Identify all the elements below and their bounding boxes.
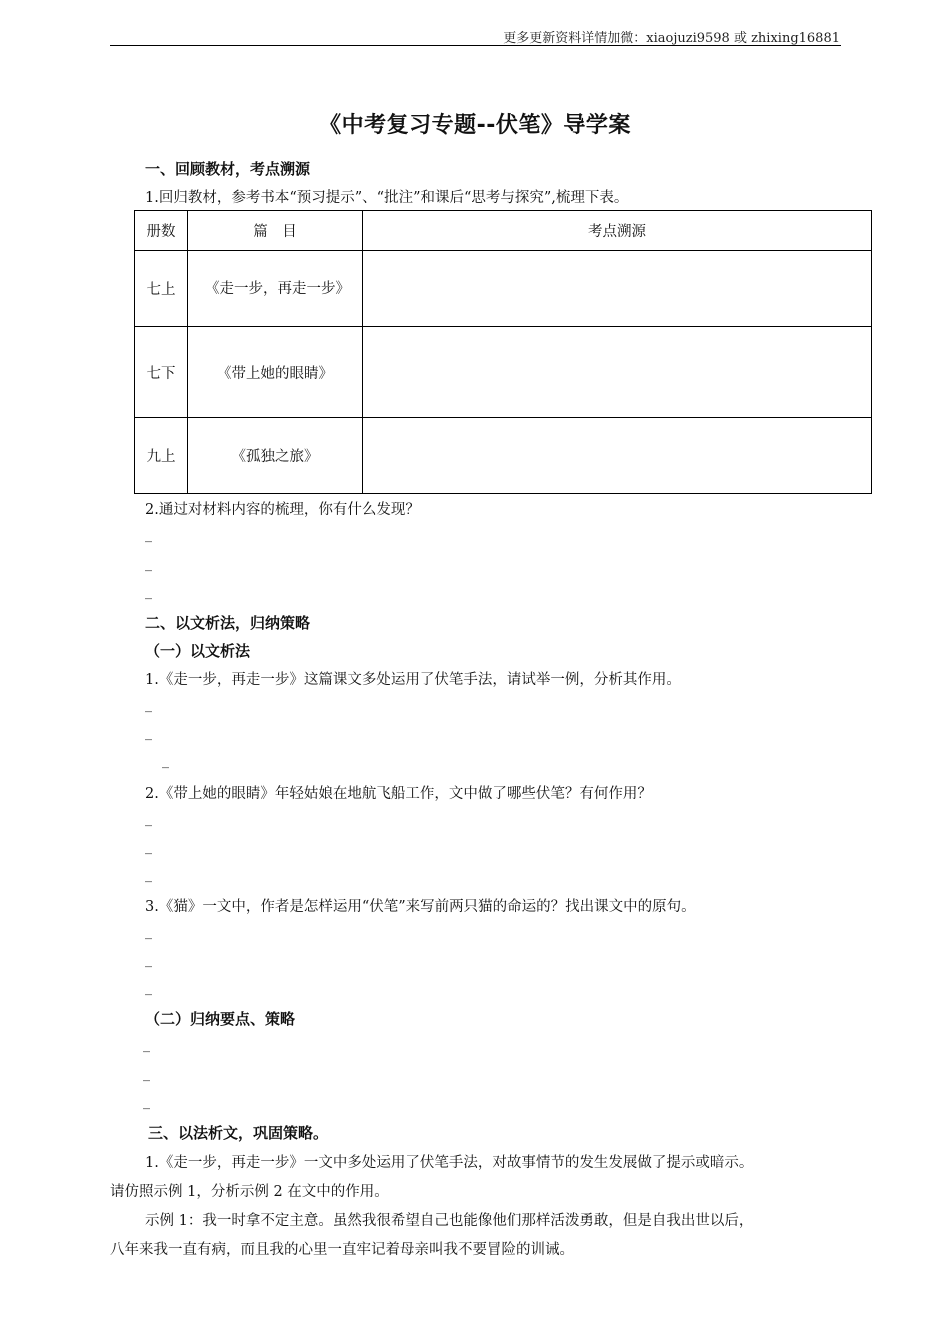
answer-blank[interactable]: _: [145, 584, 152, 600]
header-note: 更多更新资料详情加微：xiaojuzi9598 或 zhixing16881: [503, 31, 840, 46]
section3-paragraph-1-line-1: 1.《走一步，再走一步》一文中多处运用了伏笔手法，对故事情节的发生发展做了提示或暗示。: [145, 1155, 754, 1171]
answer-blank[interactable]: _: [162, 753, 169, 769]
answer-blank[interactable]: _: [145, 811, 152, 827]
answer-blank[interactable]: _: [145, 839, 152, 855]
section3-paragraph-1-line-2: 请仿照示例 1，分析示例 2 在文中的作用。: [110, 1184, 389, 1200]
section2-question-2: 2.《带上她的眼睛》年轻姑娘在地航飞船工作，文中做了哪些伏笔？有何作用？: [145, 786, 652, 802]
table-row: [135, 251, 872, 327]
answer-blank[interactable]: _: [143, 1094, 150, 1110]
answer-blank[interactable]: _: [145, 867, 152, 883]
section2-subheading-1: （一）以文析法: [145, 642, 251, 660]
answer-blank[interactable]: _: [145, 980, 152, 996]
section3-paragraph-2-line-1: 示例 1：我一时拿不定主意。虽然我很希望自己也能像他们那样活泼勇敢，但是自我出世以后，: [145, 1213, 754, 1229]
answer-blank[interactable]: _: [145, 697, 152, 713]
lesson-title-cell: 《孤独之旅》: [188, 418, 363, 494]
grade-cell: 七下: [135, 327, 188, 418]
table-header-row: [135, 211, 872, 251]
section2-question-1: 1.《走一步，再走一步》这篇课文多处运用了伏笔手法，请试举一例，分析其作用。: [145, 672, 681, 688]
answer-cell[interactable]: [363, 327, 872, 418]
section2-subheading-2: （二）归纳要点、策略: [145, 1010, 296, 1028]
section3-paragraph-2-line-2: 八年来我一直有病，而且我的心里一直牢记着母亲叫我不要冒险的训诫。: [110, 1242, 574, 1258]
answer-blank[interactable]: _: [143, 1066, 150, 1082]
section2-question-3: 3.《猫》一文中，作者是怎样运用“伏笔”来写前两只猫的命运的？找出课文中的原句。: [145, 899, 696, 915]
answer-blank[interactable]: _: [145, 924, 152, 940]
section1-question-1: 1.回归教材，参考书本“预习提示”、“批注”和课后“思考与探究”,梳理下表。: [145, 190, 629, 206]
answer-blank[interactable]: _: [145, 952, 152, 968]
table-header-cell: 考点溯源: [363, 211, 872, 251]
section3-heading: 三、以法析文，巩固策略。: [148, 1124, 329, 1142]
table-row: [135, 327, 872, 418]
answer-blank[interactable]: _: [145, 527, 152, 543]
table-header-cell: 篇 目: [188, 211, 363, 251]
review-table: [134, 210, 872, 494]
answer-blank[interactable]: _: [145, 556, 152, 572]
grade-cell: 七上: [135, 251, 188, 327]
answer-blank[interactable]: _: [145, 725, 152, 741]
answer-blank[interactable]: _: [143, 1037, 150, 1053]
page-title: 《中考复习专题--伏笔》导学案: [319, 113, 631, 138]
section2-heading: 二、以文析法，归纳策略: [145, 614, 311, 632]
lesson-title-text: 《走一步，再走一步》: [205, 280, 350, 297]
section1-question-2: 2.通过对材料内容的梳理，你有什么发现？: [145, 502, 420, 518]
answer-cell[interactable]: [363, 418, 872, 494]
answer-cell[interactable]: [363, 251, 872, 327]
grade-cell: 九上: [135, 418, 188, 494]
table-row: [135, 418, 872, 494]
section1-heading: 一、回顾教材，考点溯源: [145, 160, 311, 178]
lesson-title-cell: 《带上她的眼睛》: [188, 327, 363, 418]
lesson-title-cell: [188, 251, 363, 327]
header-rule: [110, 45, 841, 46]
table-header-cell: 册数: [135, 211, 188, 251]
